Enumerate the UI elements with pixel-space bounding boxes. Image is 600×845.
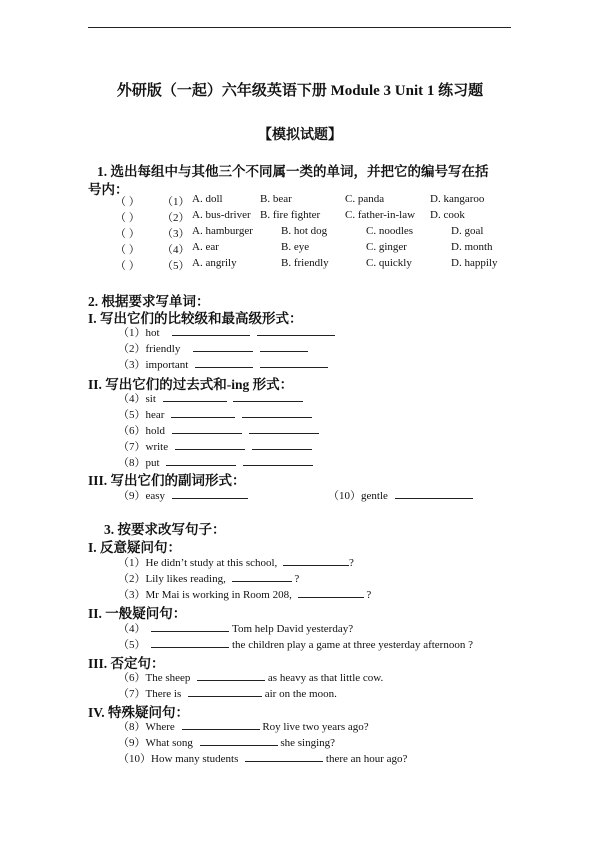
q3-item: [118, 734, 335, 750]
past-tense-blank[interactable]: [172, 423, 242, 434]
item-word: hot: [145, 327, 160, 339]
item-number: （1）: [118, 327, 146, 339]
q3-item: [118, 718, 369, 734]
q2-item: [118, 438, 312, 454]
option-c: C. quickly: [366, 257, 412, 269]
sentence-suffix: Tom help David yesterday?: [232, 623, 354, 635]
q2-heading: 2. 根据要求写单词：: [88, 294, 210, 309]
q3-item: [118, 586, 371, 602]
option-d: D. month: [451, 241, 493, 253]
option-d: D. goal: [451, 225, 484, 237]
sentence-suffix: air on the moon.: [264, 688, 337, 700]
option-c: C. father-in-law: [345, 209, 416, 221]
sentence-prefix: The sheep: [145, 672, 191, 684]
option-c: C. panda: [345, 193, 385, 205]
q3-item: [118, 570, 299, 586]
item-number: （10）: [118, 753, 151, 765]
item-word: sit: [145, 393, 156, 405]
item-number: （8）: [118, 721, 146, 733]
option-d: D. kangaroo: [430, 193, 485, 205]
item-number: （5）: [118, 409, 146, 421]
item-number: （1）: [162, 196, 190, 208]
sentence-prefix: Lily likes reading,: [145, 573, 226, 585]
q3-item: [118, 750, 407, 766]
q2-item: [118, 454, 313, 470]
sentence-suffix: ?: [294, 573, 300, 585]
sentence-prefix: Where: [145, 721, 175, 733]
q3-item: [118, 620, 353, 636]
option-c: C. noodles: [366, 225, 414, 237]
q2-part1-heading: I. 写出它们的比较级和最高级形式：: [88, 311, 303, 326]
sentence-suffix: there an hour ago?: [325, 753, 408, 765]
answer-blank[interactable]: [188, 686, 262, 697]
item-number: （5）: [118, 639, 146, 651]
ing-form-blank[interactable]: [233, 391, 303, 402]
item-number: （9）: [118, 737, 146, 749]
answer-paren[interactable]: （ ）: [115, 260, 140, 272]
item-word: hear: [145, 409, 165, 421]
answer-blank[interactable]: [245, 751, 323, 762]
item-word: friendly: [145, 343, 181, 355]
q2-item: [118, 340, 308, 356]
q2-item: [328, 487, 473, 503]
item-word: important: [145, 359, 189, 371]
item-word: put: [145, 457, 160, 469]
sentence-prefix: How many students: [151, 753, 239, 765]
answer-blank[interactable]: [200, 735, 278, 746]
ing-form-blank[interactable]: [242, 407, 312, 418]
option-b: B. eye: [281, 241, 310, 253]
answer-blank[interactable]: [151, 621, 229, 632]
answer-paren[interactable]: （ ）: [115, 212, 140, 224]
ing-form-blank[interactable]: [249, 423, 319, 434]
adverb-blank[interactable]: [172, 488, 248, 499]
option-a: A. angrily: [192, 257, 237, 269]
item-word: gentle: [361, 490, 388, 502]
comparative-blank[interactable]: [172, 325, 250, 336]
q2-item: [118, 406, 312, 422]
item-number: （3）: [118, 589, 146, 601]
item-number: （1）: [118, 557, 146, 569]
sentence-prefix: He didn’t study at this school,: [145, 557, 278, 569]
answer-paren[interactable]: （ ）: [115, 228, 140, 240]
sentence-suffix: ?: [366, 589, 372, 601]
comparative-blank[interactable]: [195, 357, 253, 368]
option-c: C. ginger: [366, 241, 407, 253]
sentence-prefix: There is: [145, 688, 182, 700]
item-number: （10）: [328, 490, 361, 502]
q2-part2-heading: II. 写出它们的过去式和-ing 形式：: [88, 377, 294, 392]
q3-item: [118, 685, 337, 701]
answer-blank[interactable]: [298, 587, 364, 598]
q2-part3-heading: III. 写出它们的副词形式：: [88, 473, 246, 488]
header-rule: [88, 27, 511, 28]
superlative-blank[interactable]: [260, 357, 328, 368]
item-number: （4）: [118, 623, 146, 635]
sentence-suffix: ?: [349, 557, 354, 569]
q3-item: [118, 669, 383, 685]
answer-paren[interactable]: （ ）: [115, 244, 140, 256]
sentence-prefix: What song: [145, 737, 193, 749]
past-tense-blank[interactable]: [166, 455, 236, 466]
q2-item: [118, 390, 303, 406]
option-b: B. bear: [260, 193, 292, 205]
sentence-suffix: Roy live two years ago?: [262, 721, 369, 733]
section-label: 【模拟试题】: [258, 128, 342, 143]
item-word: write: [145, 441, 169, 453]
item-number: （2）: [118, 343, 146, 355]
option-b: B. hot dog: [281, 225, 328, 237]
superlative-blank[interactable]: [260, 341, 308, 352]
option-d: D. happily: [451, 257, 498, 269]
q3-item: [118, 636, 473, 652]
q3-part3-heading: III. 否定句：: [88, 656, 165, 671]
sentence-prefix: Mr Mai is working in Room 208,: [145, 589, 292, 601]
q2-item: [118, 487, 248, 503]
ing-form-blank[interactable]: [252, 439, 312, 450]
sentence-suffix: the children play a game at three yesterday afternoon ?: [232, 639, 473, 651]
ing-form-blank[interactable]: [243, 455, 313, 466]
item-number: （2）: [162, 212, 190, 224]
item-number: （5）: [162, 260, 190, 272]
item-word: easy: [145, 490, 166, 502]
item-number: （6）: [118, 672, 146, 684]
q3-heading: 3. 按要求改写句子：: [104, 522, 226, 537]
option-d: D. cook: [430, 209, 465, 221]
item-number: （7）: [118, 441, 146, 453]
q2-item: [118, 356, 328, 372]
item-number: （4）: [118, 393, 146, 405]
item-word: hold: [145, 425, 166, 437]
q3-part2-heading: II. 一般疑问句：: [88, 606, 187, 621]
answer-paren[interactable]: （ ）: [115, 196, 140, 208]
past-tense-blank[interactable]: [171, 407, 235, 418]
item-number: （4）: [162, 244, 190, 256]
item-number: （7）: [118, 688, 146, 700]
adverb-blank[interactable]: [395, 488, 473, 499]
item-number: （8）: [118, 457, 146, 469]
comparative-blank[interactable]: [193, 341, 253, 352]
item-number: （2）: [118, 573, 146, 585]
item-number: （9）: [118, 490, 146, 502]
q1-heading-line2: 号内：: [88, 182, 129, 197]
sentence-suffix: she singing?: [280, 737, 336, 749]
answer-blank[interactable]: [232, 571, 292, 582]
q3-item: [118, 554, 354, 570]
item-number: （3）: [162, 228, 190, 240]
q2-item: [118, 422, 319, 438]
option-a: A. bus-driver: [192, 209, 251, 221]
superlative-blank[interactable]: [257, 325, 335, 336]
q1-heading-line1: 1. 选出每组中与其他三个不同属一类的单词，并把它的编号写在括: [97, 164, 489, 179]
option-a: A. hamburger: [192, 225, 253, 237]
option-a: A. doll: [192, 193, 223, 205]
past-tense-blank[interactable]: [163, 391, 227, 402]
past-tense-blank[interactable]: [175, 439, 245, 450]
answer-blank[interactable]: [197, 670, 265, 681]
q3-part4-heading: IV. 特殊疑问句：: [88, 705, 190, 720]
item-number: （3）: [118, 359, 146, 371]
option-b: B. fire fighter: [260, 209, 321, 221]
option-a: A. ear: [192, 241, 219, 253]
option-b: B. friendly: [281, 257, 329, 269]
answer-blank[interactable]: [151, 637, 229, 648]
page-title: 外研版（一起）六年级英语下册 Module 3 Unit 1 练习题: [116, 83, 484, 99]
item-number: （6）: [118, 425, 146, 437]
answer-blank[interactable]: [182, 719, 260, 730]
q3-part1-heading: I. 反意疑问句：: [88, 540, 182, 555]
answer-blank[interactable]: [283, 555, 349, 566]
sentence-suffix: as heavy as that little cow.: [267, 672, 384, 684]
q2-item: [118, 324, 335, 340]
